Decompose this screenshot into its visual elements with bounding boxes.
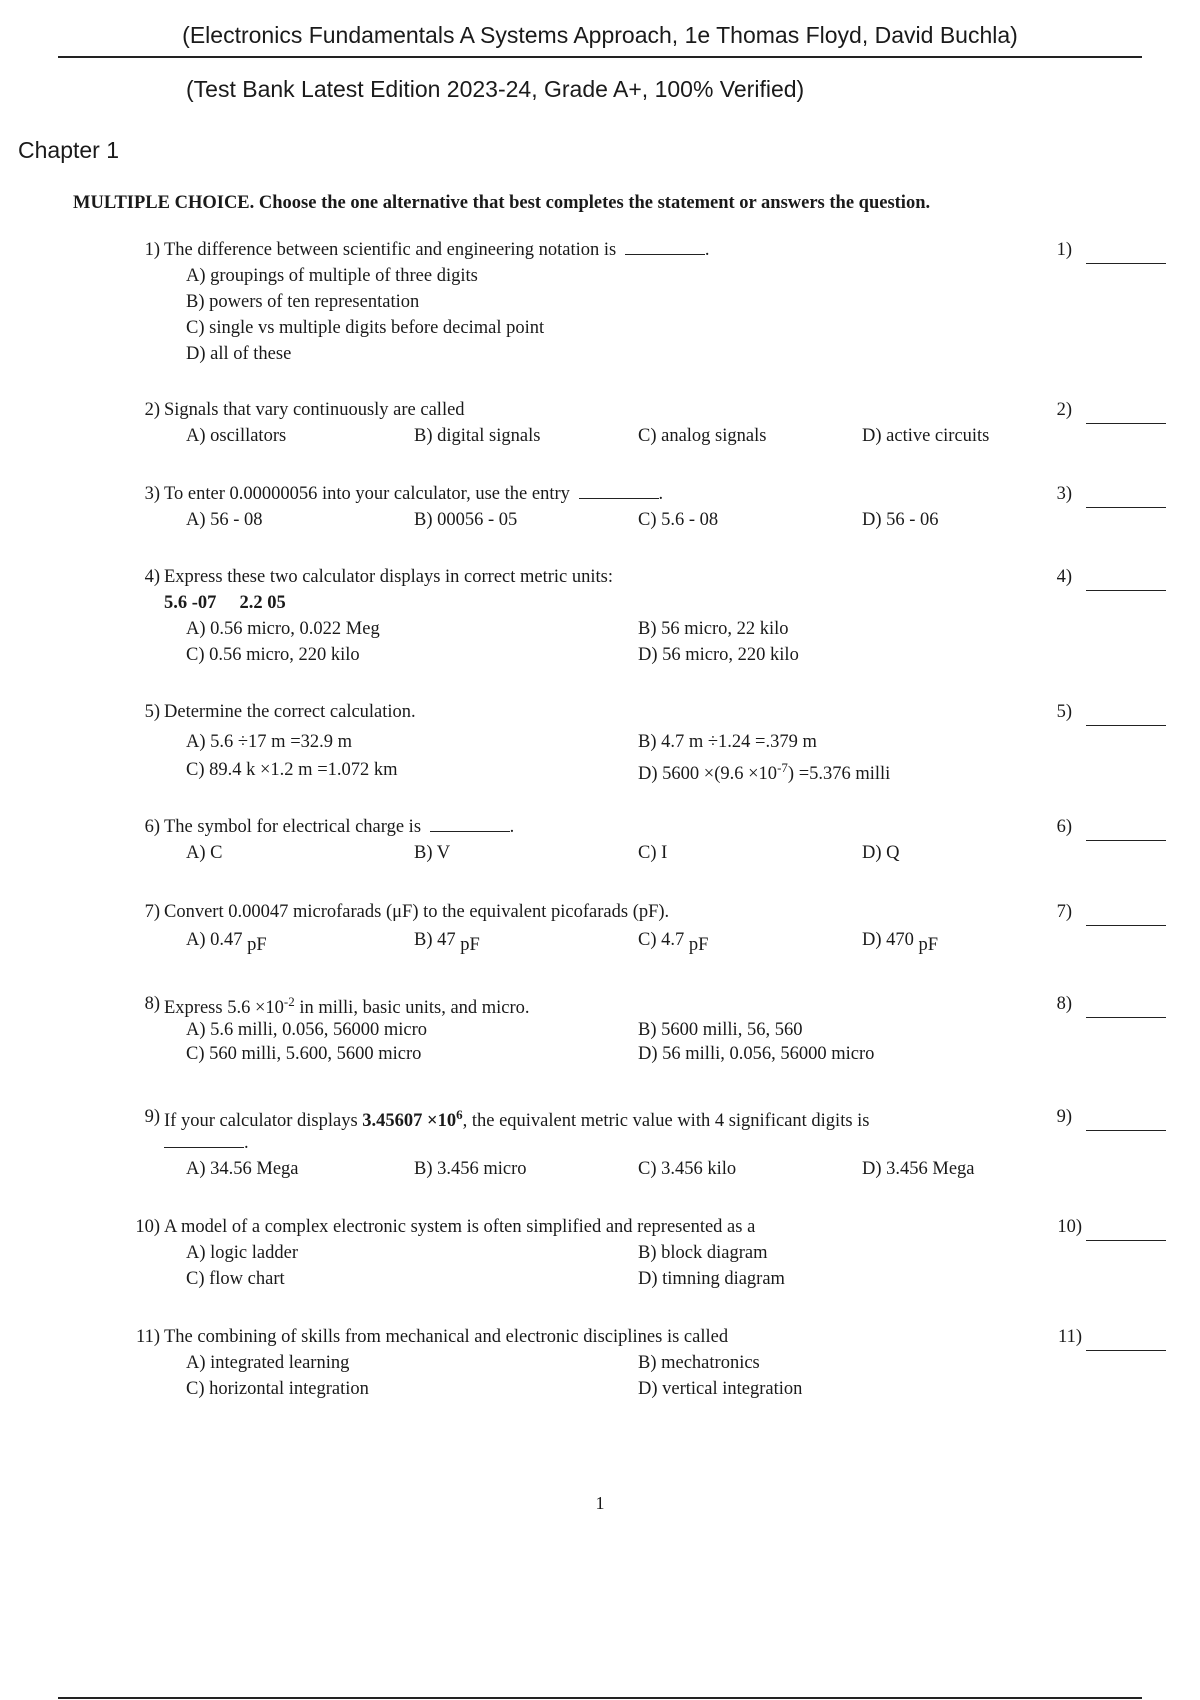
answer-blank-inline <box>430 817 510 832</box>
option-c: C) 5.6 - 08 <box>638 510 719 530</box>
calculator-display: 5.6 -07 2.2 05 <box>164 593 286 613</box>
option-d: D) vertical integration <box>638 1379 803 1399</box>
answer-line[interactable] <box>1086 1130 1166 1131</box>
option-a: A) 34.56 Mega <box>186 1159 299 1179</box>
answer-number: 1) <box>1056 240 1072 260</box>
option-a: A) oscillators <box>186 426 287 446</box>
chapter-heading: Chapter 1 <box>18 137 120 163</box>
question-text: Express these two calculator displays in correct metric units: <box>164 567 614 587</box>
option-c: C) flow chart <box>186 1269 285 1289</box>
option-a: A) 56 - 08 <box>186 510 263 530</box>
answer-number: 7) <box>1056 902 1072 922</box>
option-c: C) analog signals <box>638 426 767 446</box>
answer-number: 6) <box>1056 817 1072 837</box>
question-number: 1) <box>144 240 160 260</box>
option-c: C) single vs multiple digits before decimal point <box>186 318 545 338</box>
question-number: 2) <box>144 400 160 420</box>
option-c: C) horizontal integration <box>186 1379 369 1399</box>
question-text: The combining of skills from mechanical and electronic disciplines is called <box>164 1327 729 1347</box>
answer-line[interactable] <box>1086 1240 1166 1241</box>
question-number: 5) <box>144 702 160 722</box>
question-number: 8) <box>144 994 160 1014</box>
header-divider <box>58 56 1142 58</box>
question-number: 11) <box>136 1327 160 1347</box>
answer-line[interactable] <box>1086 263 1166 264</box>
option-d: D) active circuits <box>862 426 990 446</box>
document-subtitle: (Test Bank Latest Edition 2023-24, Grade A+, 100% Verified) <box>186 76 805 102</box>
option-d: D) timning diagram <box>638 1269 785 1289</box>
answer-number: 11) <box>1058 1327 1082 1347</box>
option-d: D) all of these <box>186 344 292 364</box>
option-a: A) 0.56 micro, 0.022 Meg <box>186 619 380 639</box>
question-text: A model of a complex electronic system is often simplified and represented as a <box>164 1217 756 1237</box>
question-text: Signals that vary continuously are called <box>164 400 465 420</box>
answer-line[interactable] <box>1086 423 1166 424</box>
question-text: Express $5.6 \times 10^{-2}$ in milli, basic units, and micro. <box>164 994 530 1019</box>
answer-number: 8) <box>1056 994 1072 1014</box>
answer-number: 4) <box>1056 567 1072 587</box>
option-c: C) 560 milli, 5.600, 5600 micro <box>186 1044 422 1064</box>
question-number: 7) <box>144 902 160 922</box>
option-b: B) mechatronics <box>638 1353 760 1373</box>
section-instruction: MULTIPLE CHOICE. Choose the one alternative that best completes the statement or answers the question. <box>73 193 931 213</box>
option-d: D) 56 micro, 220 kilo <box>638 645 799 665</box>
option-d: D) $5600 \times(9.6 \times 10^{-7}) =5.376$ milli <box>638 760 891 785</box>
option-b: B) V <box>414 843 451 863</box>
answer-number: 10) <box>1057 1217 1082 1237</box>
option-b: B) 56 micro, 22 kilo <box>638 619 789 639</box>
option-b: B) block diagram <box>638 1243 768 1263</box>
question-number: 10) <box>135 1217 160 1237</box>
answer-number: 2) <box>1056 400 1072 420</box>
footer-divider <box>58 1697 1142 1699</box>
option-a: A) integrated learning <box>186 1353 350 1373</box>
answer-line[interactable] <box>1086 1017 1166 1018</box>
question-text: Determine the correct calculation. <box>164 702 416 722</box>
document-title: (Electronics Fundamentals A Systems Approach, 1e Thomas Floyd, David Buchla) <box>182 22 1018 48</box>
answer-blank-inline <box>579 484 659 499</box>
option-a: A) logic ladder <box>186 1243 298 1263</box>
option-a: A) 0.47 pF <box>186 930 267 955</box>
answer-line[interactable] <box>1086 1350 1166 1351</box>
question-text-continued: . <box>164 1133 249 1154</box>
option-b: B) digital signals <box>414 426 541 446</box>
option-a: A) 5.6 ÷17 m =32.9 m <box>186 732 353 752</box>
option-d: D) 470 pF <box>862 930 939 955</box>
question-text: The symbol for electrical charge is . <box>164 817 515 837</box>
option-b: B) 00056 - 05 <box>414 510 518 530</box>
option-d: D) 56 - 06 <box>862 510 939 530</box>
answer-line[interactable] <box>1086 925 1166 926</box>
answer-line[interactable] <box>1086 725 1166 726</box>
question-text: To enter 0.00000056 into your calculator, use the entry . <box>164 484 664 504</box>
option-c: C) 3.456 kilo <box>638 1159 737 1179</box>
option-b: B) 5600 milli, 56, 560 <box>638 1020 803 1040</box>
question-text: Convert 0.00047 microfarads (μF) to the equivalent picofarads (pF). <box>164 902 670 922</box>
answer-number: 5) <box>1056 702 1072 722</box>
answer-line[interactable] <box>1086 840 1166 841</box>
option-b: B) 4.7 m ÷1.24 =.379 m <box>638 732 817 752</box>
option-c: C) 89.4 k ×1.2 m =1.072 km <box>186 760 398 780</box>
answer-blank-inline <box>625 240 705 255</box>
option-a: A) C <box>186 843 223 863</box>
question-text: The difference between scientific and engineering notation is . <box>164 240 710 260</box>
option-d: D) 3.456 Mega <box>862 1159 975 1179</box>
answer-blank-inline <box>164 1133 244 1148</box>
question-text: If your calculator displays $3.45607 \times 10^6$, the equivalent metric value with 4 significant digits is <box>164 1107 870 1132</box>
answer-number: 9) <box>1056 1107 1072 1127</box>
option-c: C) I <box>638 843 668 863</box>
question-number: 9) <box>144 1107 160 1127</box>
option-b: B) 47 pF <box>414 930 480 955</box>
question-number: 3) <box>144 484 160 504</box>
option-b: B) powers of ten representation <box>186 292 420 312</box>
option-d: D) Q <box>862 843 900 863</box>
page-number: 1 <box>595 1493 605 1513</box>
option-c: C) 0.56 micro, 220 kilo <box>186 645 360 665</box>
option-c: C) 4.7 pF <box>638 930 709 955</box>
question-number: 6) <box>144 817 160 837</box>
option-b: B) 3.456 micro <box>414 1159 527 1179</box>
question-number: 4) <box>144 567 160 587</box>
option-a: A) 5.6 milli, 0.056, 56000 micro <box>186 1020 427 1040</box>
answer-number: 3) <box>1056 484 1072 504</box>
option-d: D) 56 milli, 0.056, 56000 micro <box>638 1044 875 1064</box>
answer-line[interactable] <box>1086 590 1166 591</box>
answer-line[interactable] <box>1086 507 1166 508</box>
option-a: A) groupings of multiple of three digits <box>186 266 478 286</box>
